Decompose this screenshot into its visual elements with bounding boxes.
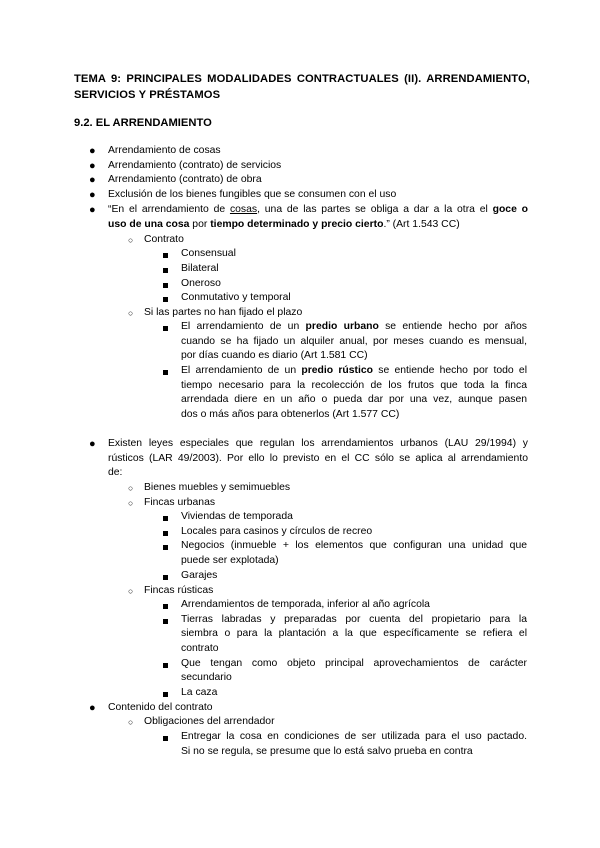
list-item: Bienes muebles y semimuebles [144,482,291,493]
quote-text: , una de las partes se obliga a dar a la otra el [257,204,493,215]
leyes-line-3: de: [108,467,123,478]
quote-line-2 [108,218,460,233]
bullet-square [163,736,168,741]
quote-bold: tiempo determinado y precio cierto [210,219,384,230]
quote-bold: uso de una cosa [108,219,190,230]
list-item: Locales para casinos y círculos de recreo [181,526,373,537]
bullet-square [163,604,168,609]
negocios-line-2: puede ser explotada) [181,555,279,566]
list-item: Arrendamientos de temporada, inferior al año agrícola [181,599,430,610]
bullet-circle: ○ [128,498,134,508]
bullet-square [163,545,168,550]
list-item: Oneroso [181,278,221,289]
text: El arrendamiento de un [181,321,306,332]
bullet-circle: ○ [128,235,134,245]
bullet-square [163,370,168,375]
predio-urbano-line-1 [181,320,527,335]
bullet-disc: ● [89,174,96,186]
predio-urbano-line-2: cuando se ha fijado un alquiler anual, por meses cuando es mensual, [181,336,527,347]
list-item: Garajes [181,570,218,581]
bullet-disc: ● [89,160,96,172]
predio-rustico-line-3: arrendada diere en un año o pueda dar por una vez, aunque pasen [181,394,527,405]
bullet-square [163,575,168,580]
bullet-square [163,516,168,521]
leyes-line-2: rústicos (LAR 49/2003). Por ello lo previsto en el CC sólo se aplica al arrendamiento [108,453,528,464]
bullet-circle: ○ [128,308,134,318]
bullet-disc: ● [89,702,96,714]
bold-term: predio rústico [301,365,374,376]
title-line-1: TEMA 9: PRINCIPALES MODALIDADES CONTRACTUALES (II). ARRENDAMIENTO, [74,73,530,85]
list-item: Arrendamiento de cosas [108,145,221,156]
list-item: Contrato [144,234,184,245]
quote-text: “En el arrendamiento de [108,204,230,215]
quote-citation: .” (Art 1.543 CC) [383,219,460,230]
entregar-line-2: Si no se regula, se presume que lo está salvo prueba en contra [181,746,473,757]
aprovechamientos-line-2: secundario [181,672,232,683]
bullet-disc: ● [89,145,96,157]
tierras-line-3: contrato [181,643,219,654]
quote-underlined: cosas [229,204,258,215]
bullet-disc: ● [89,189,96,201]
page-title [74,71,530,103]
predio-rustico-line-4: dos o más años para obtenerlos (Art 1.577 CC) [181,409,400,420]
bullet-square [163,253,168,258]
bullet-square [163,283,168,288]
text: se entiende hecho por años [378,321,527,332]
text: El arrendamiento de un [181,365,302,376]
list-item: Arrendamiento (contrato) de obra [108,174,262,185]
bullet-square [163,619,168,624]
list-item: Exclusión de los bienes fungibles que se consumen con el uso [108,189,397,200]
list-item: La caza [181,687,218,698]
list-item: Fincas urbanas [144,497,216,508]
predio-urbano-line-3: por días cuando es diario (Art 1.581 CC) [181,350,368,361]
title-line-2: SERVICIOS Y PRÉSTAMOS [74,89,221,101]
bullet-circle: ○ [128,483,134,493]
bullet-square [163,268,168,273]
bullet-square [163,326,168,331]
list-item: Obligaciones del arrendador [144,716,275,727]
aprovechamientos-line-1: Que tengan como objeto principal aprovechamientos de carácter [181,658,527,669]
predio-rustico-line-1 [181,364,527,379]
bullet-circle: ○ [128,586,134,596]
list-item: Contenido del contrato [108,702,213,713]
bullet-disc: ● [89,204,96,216]
leyes-line-1: Existen leyes especiales que regulan los arrendamientos urbanos (LAU 29/1994) y [108,438,528,449]
list-item: Arrendamiento (contrato) de servicios [108,160,282,171]
negocios-line-1: Negocios (inmueble + los elementos que configuran una unidad que [181,540,527,551]
bullet-square [163,531,168,536]
predio-rustico-line-2: tiempo necesario para la recolección de los frutos que toda la finca [181,380,527,391]
bullet-square [163,692,168,697]
list-item: Bilateral [181,263,219,274]
text: se entiende hecho por todo el [373,365,527,376]
tierras-line-1: Tierras labradas y preparadas por cuenta del propietario para la [181,614,527,625]
quote-text: por [189,219,211,230]
entregar-line-1: Entregar la cosa en condiciones de ser utilizada para el uso pactado. [181,731,527,742]
bullet-square [163,663,168,668]
quote-line-1 [108,203,528,218]
list-item: Conmutativo y temporal [181,292,291,303]
bold-term: predio urbano [305,321,379,332]
bullet-circle: ○ [128,717,134,727]
bullet-square [163,297,168,302]
tierras-line-2: siembra o para la plantación a la que específicamente se refiera el [181,628,527,639]
list-item: Viviendas de temporada [181,511,293,522]
section-heading: 9.2. EL ARRENDAMIENTO [74,117,212,129]
list-item: Fincas rústicas [144,585,214,596]
quote-bold: goce o [492,204,528,215]
list-item: Consensual [181,248,236,259]
bullet-disc: ● [89,438,96,450]
list-item: Si las partes no han fijado el plazo [144,307,303,318]
